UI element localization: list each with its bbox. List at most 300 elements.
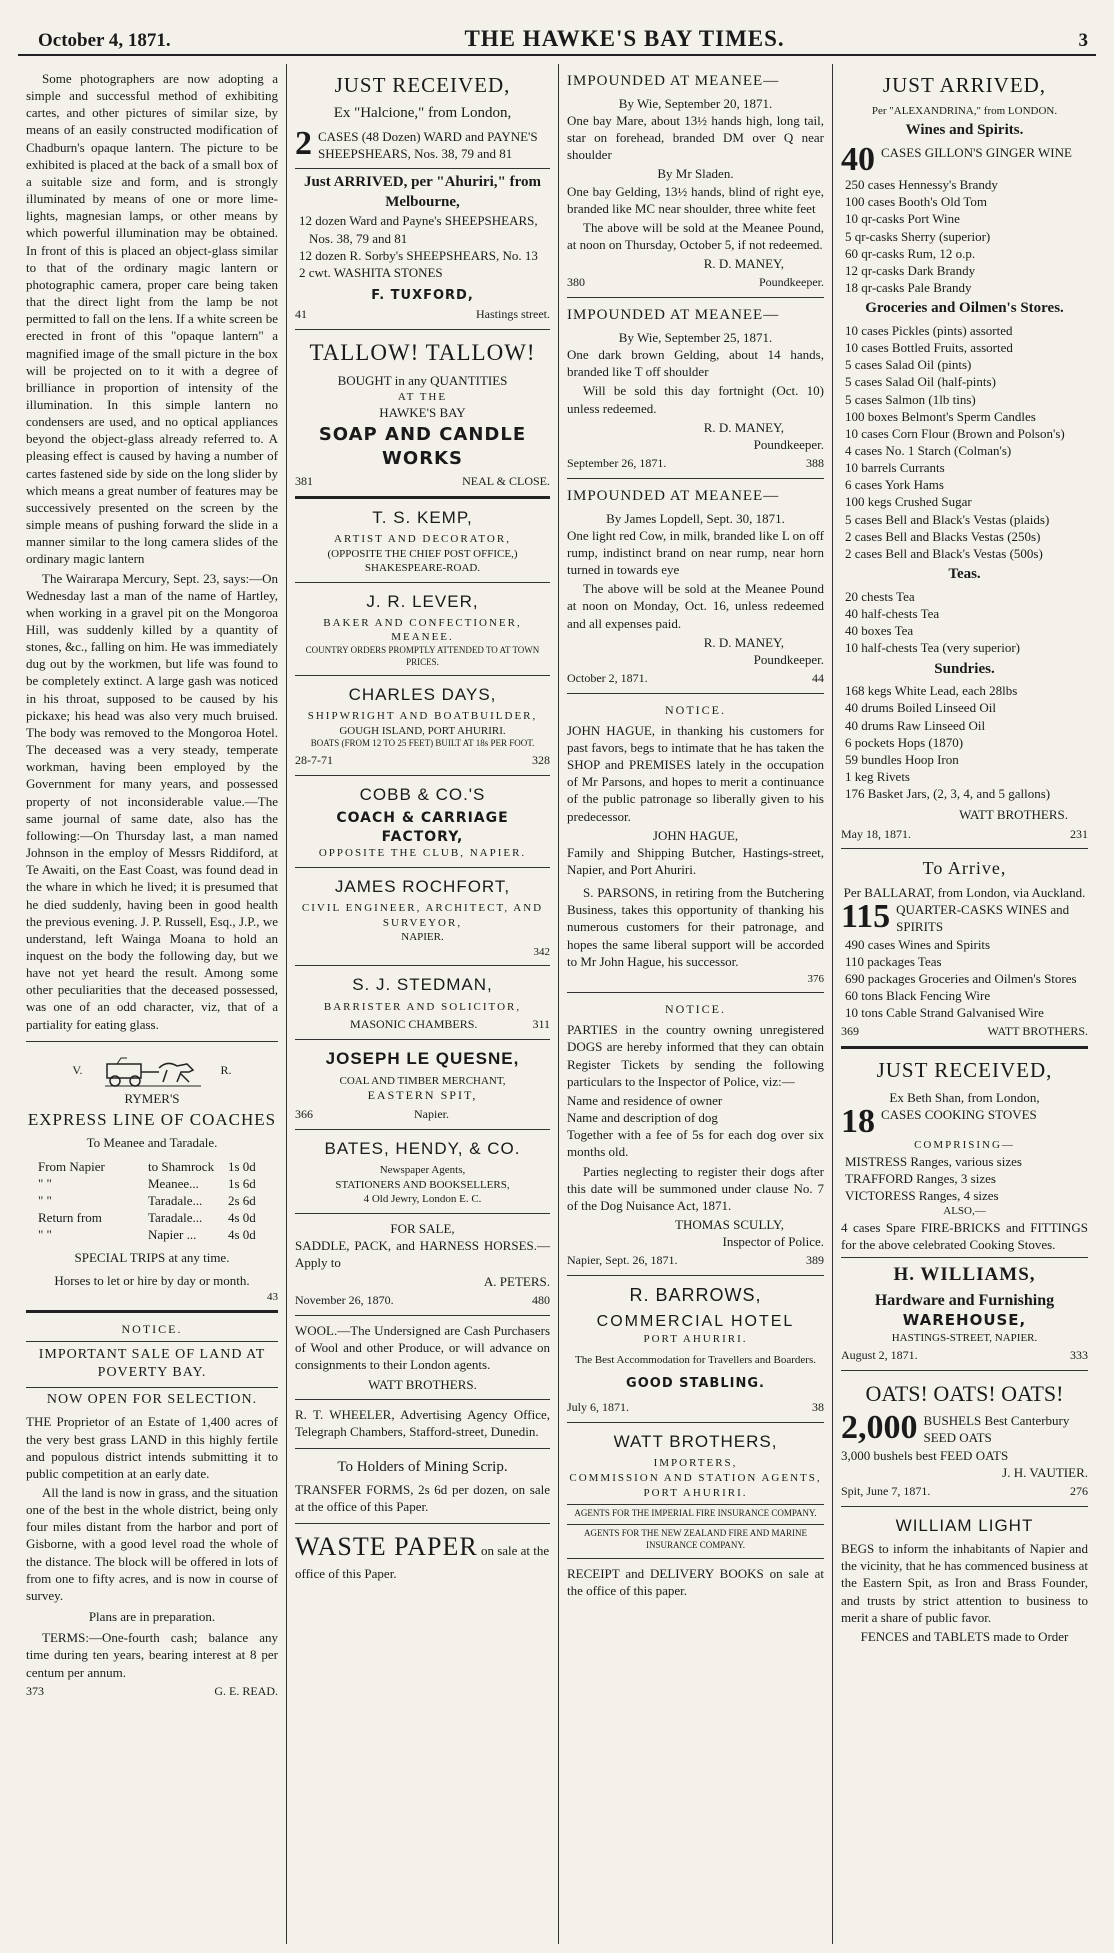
wine-list [841,176,1088,296]
hague-address: Family and Shipping Butcher, Hastings-street, Napier, and Port Ahuriri. [567,844,824,878]
business-line-2: SURVEYOR, [382,916,463,929]
business-name: J. R. LEVER, [366,591,479,611]
fare-row [38,1192,278,1209]
notice-heading: NOTICE. [665,1002,726,1017]
ad-subtitle: Ex Beth Shan, from London, [889,1089,1040,1105]
business-name: BATES, HENDY, & CO. [324,1138,521,1158]
ad-tuxford [295,64,550,330]
signature-row [841,827,1088,843]
business-line-1: BAKER AND CONFECTIONER, [323,616,522,629]
impound-by: By James Lopdell, Sept. 30, 1871. [606,510,785,526]
dogs-item: Name and residence of owner [567,1092,723,1108]
scrip-title: To Holders of Mining Scrip. [337,1459,508,1476]
list-item: 5 cases Salad Oil (half-pints) [845,374,996,390]
list-item: 5 cases Bell and Black's Vestas (plaids) [845,511,1050,527]
impound-text-2: Will be sold this day fortnight (Oct. 10) unless redeemed. [567,383,824,416]
land-body-2: All the land is now in grass, and the situation one of the best in the whole district, being only four miles distant from the harbor and port of Gisborne, with a good level road the whole of the distance. The block will be offered in lots of from one to fifty acres, and is now in course of survey. [26,1484,278,1603]
ad-rymers-coaches [26,1042,278,1313]
list-item: 6 cases York Hams [845,477,944,493]
article-photography-text: Some photographers are now adopting a simple and successful method of exhibiting cartes, and other pictures of similar size, by means of an easily constructed modification of Chadburn's opaque lantern. The picture to be exhibited is placed at the back of a small box of a suitable size and form, and is strongly illuminated by means of one or more lime-lights, magnesian lamps, or other means by which powerful illumination may be obtained. In front of this is placed an object-glass similar to that of the ordinary magic lantern or photographic camera, proper care being taken that the direct light from the lamp be not permitted to fall on the lens. If a white screen be erected in front of this "opaque lantern" a magnified image of the small picture in the box will be projected on to it with a degree of brilliance in proportion of intensity of the illumination. In this simple lantern no condensers are used, and no optical appliances beyond the object-glass already referred to. A pleasing effect is caused by having a number of cartes fastened side by side on the long slider by which means a great number of features may be successively presented on the screen by the simple means of pushing forward the slide in a manner similar to the long camera slides of the ordinary magic lantern [26,71,278,567]
list-item: 2 cases Bell and Black's Vestas (500s) [845,545,1043,561]
ad-dogs [567,993,824,1276]
column-2 [286,64,558,1944]
ad-ref: 366 [295,1106,313,1121]
page-number: 3 [1078,30,1088,51]
ad-ref: 43 [267,1290,278,1303]
fare-to: Napier ... [148,1227,197,1243]
business-line-2: PORT AHURIRI. [643,1333,748,1346]
land-open: NOW OPEN FOR SELECTION. [26,1387,278,1409]
ad-john-hague [567,694,824,994]
stoves-comprising: COMPRISING— [914,1139,1015,1152]
business-line-2: EASTERN SPIT, [367,1088,478,1103]
signature-row [841,1348,1088,1364]
business-name: T. S. KEMP, [372,507,473,527]
ad-title-2: Just ARRIVED, per "Ahuriri," from Melbourne, [295,168,550,213]
oats-line [841,1409,1088,1447]
receipt-text: RECEIPT and DELIVERY BOOKS on sale at the office of this paper. [567,1565,824,1598]
list-item: 18 qr-casks Pale Brandy [845,279,972,295]
ad-impounded-1 [567,64,824,298]
ad-receipt-books [567,1559,824,1607]
column-4 [832,64,1096,1944]
ad-barrows [567,1276,824,1423]
ad-cooking-stoves [841,1049,1088,1371]
list-item: 4 cases No. 1 Starch (Colman's) [845,443,1012,459]
list-item: 100 boxes Belmont's Sperm Candles [845,408,1036,424]
coach-right-initial: R. [220,1062,232,1077]
section-heading: Sundries. [934,660,995,677]
article-wairarapa-text: The Wairarapa Mercury, Sept. 23, says:—On Wednesday last a man of the name of Hartley, when working in a gravel pit on the Mongoroa Hill, was suddenly killed by a quantity of stones, &c., falling on him. He was immediately dug out by the workmen, but life was found to be completely extinct. A large gash was noticed in his throat, supposed to be caused by his pickaxe; his head was also very much bruised. The body was removed to the Mongoroa Hotel. The deceased was a very steady, temperate workman, having been employed by the Government for many years, and possessed property of not inconsiderable value.—The same journal of same date, also has the following:—On Thursday last, a man named Johnson in the employ of Messrs Riddiford, at Te Awaiti, on the East Coast, was found dead in the whare in which he lived; it is presumed that he died suddenly, having been in good health the previous evening. J. P. Russell, Esq., J.P., we understand, left Wainga Moana to hold an inquest on the body the following day, but we have not yet heard the result. Among some other peculiarities that the deceased possessed, was one of an odd character, viz, that of a partiality for eating glass. [26,570,278,1032]
ad-ref: 38 [812,1400,824,1415]
dogs-text-1: PARTIES in the country owning unregistered DOGS are hereby informed that they can obtain Register Tickets by sending the following particulars to the Inspector of Police, viz:— [567,1022,824,1089]
parsons-text: S. PARSONS, in retiring from the Butchering Business, takes this opportunity of thanking his numerous customers for their patronage, and hopes the same liberal support will be accorded to Mr John Hague, his successor. [567,885,824,969]
signature-row [295,1107,550,1123]
ad-subtitle: Per "ALEXANDRINA," from LONDON. [871,104,1058,117]
business-line-4: GOOD STABLING. [626,1376,765,1392]
ad-ref: 380 [567,275,585,290]
ad-stedman [295,966,550,1040]
ad-william-light [841,1507,1088,1651]
list-item: 10 barrels Currants [845,460,945,476]
signature-role: Poundkeeper. [753,651,824,667]
list-item: 12 dozen Ward and Payne's SHEEPSHEARS, Nos. 38, 79 and 81 [299,213,538,246]
ad-ref: 480 [532,1293,550,1308]
merchant-name: F. TUXFORD, [371,288,474,304]
ad-date: July 6, 1871. [567,1400,630,1415]
notice-heading: NOTICE. [121,1322,183,1337]
list-item: 20 chests Tea [845,588,915,604]
business-line-1: ARTIST AND DECORATOR, [334,532,511,545]
ad-lever [295,583,550,676]
signature-row [295,753,550,769]
ad-mining-scrip [295,1449,550,1524]
signature-row [295,474,550,490]
tea-list [841,588,1088,657]
ad-to-arrive [841,849,1088,1049]
ad-for-sale [295,1214,550,1316]
signature-row [295,1017,550,1033]
quantity-number: 2,000 [841,1409,918,1447]
business-line-3: The Best Accommodation for Travellers and Boarders. [574,1353,817,1366]
impound-text-1: One bay Mare, about 13½ hands high, long tail, star on forehead, branded DM over Q near shoulder [567,112,824,163]
wool-text: WOOL.—The Undersigned are Cash Purchasers of Wool and other Produce, or will advance on consignments to their London agents. [295,1323,550,1373]
signature: WATT BROTHERS. [987,1024,1088,1039]
masthead [18,26,1096,56]
ad-title: JUST RECEIVED, [876,1058,1053,1083]
dogs-text-3: Parties neglecting to register their dogs after this date will be summoned under clause No. 7 of the Dog Nuisance Act, 1871. [567,1163,824,1213]
ad-le-quesne [295,1040,550,1130]
business-line-2: GOUGH ISLAND, PORT AHURIRI. [339,724,506,737]
land-body-1: THE Proprietor of an Estate of 1,400 acres of the very best grass LAND in this highly fertile and populous district intends submitting it to public competition at an early date. [26,1414,278,1481]
ad-ref: 44 [812,671,824,686]
sundries-list [841,682,1088,802]
dogs-item: Name and description of dog [567,1110,718,1126]
list-item: 10 cases Pickles (pints) assorted [845,322,1013,338]
ad-ref: 373 [26,1683,44,1698]
tallow-title: TALLOW! TALLOW! [309,340,536,366]
list-item: 40 drums Raw Linseed Oil [845,717,986,733]
ad-date: November 26, 1870. [295,1293,394,1308]
ad-date: October 2, 1871. [567,671,648,686]
columns [18,64,1096,1944]
impound-text-1: One dark brown Gelding, about 14 hands, branded like T off shoulder [567,347,824,380]
signature-row [567,671,824,687]
ad-title: OATS! OATS! OATS! [865,1381,1064,1407]
business-line-3: BOATS (FROM 12 TO 25 FEET) BUILT AT 18s PER FOOT. [310,738,535,749]
ad-date: 28-7-71 [295,753,333,768]
list-item: 176 Basket Jars, (2, 3, 4, and 5 gallons) [845,786,1051,802]
ad-impounded-2 [567,298,824,479]
fare-price: 4s 0d [228,1227,256,1243]
signature: JOHN HAGUE, [652,827,739,843]
signature-role: Inspector of Police. [722,1234,824,1250]
fare-to: to Shamrock [148,1158,215,1174]
ad-bates-hendy [295,1130,550,1214]
business-line-1: SHIPWRIGHT AND BOATBUILDER, [307,710,538,723]
ad-date: September 26, 1871. [567,456,667,471]
ad-ref: 41 [295,307,307,322]
sale-title: FOR SALE, [390,1220,455,1236]
fare-from: " " [38,1227,52,1243]
list-item: 2 cwt. WASHITA STONES [299,264,443,280]
list-item: 10 half-chests Tea (very superior) [845,640,1021,656]
tallow-line-2: AT THE [397,390,448,403]
business-line-5: AGENTS FOR THE NEW ZEALAND FIRE AND MARINE INSURANCE COMPANY. [567,1524,824,1552]
list-item: 10 tons Cable Strand Galvanised Wire [845,1005,1044,1021]
ad-ref: 376 [807,972,824,985]
ad-ref: 328 [532,753,550,768]
ad-ref: 381 [295,473,313,488]
signature-row [567,1253,824,1269]
list-item: 6 pockets Hops (1870) [845,734,964,750]
list-item: 250 cases Hennessy's Brandy [845,177,998,193]
list-item: 168 kegs White Lead, each 28lbs [845,683,1018,699]
coach-horses: Horses to let or hire by day or month. [54,1273,250,1289]
business-name: COBB & CO.'S [359,784,486,804]
signature: THOMAS SCULLY, [675,1217,784,1233]
impound-title: IMPOUNDED AT MEANEE— [567,307,780,324]
fare-price: 1s 6d [228,1175,256,1191]
impound-title: IMPOUNDED AT MEANEE— [567,73,780,89]
ad-days [295,676,550,776]
business-line-1: Newspaper Agents, [379,1164,466,1177]
impound-by-2: By Mr Sladen. [657,166,734,182]
business-name: CHARLES DAYS, [348,684,497,704]
business-line-1: BARRISTER AND SOLICITOR, [323,1000,522,1013]
ad-rochfort [295,868,550,967]
business-name: WILLIAM LIGHT [895,1515,1034,1535]
signature: R. D. MANEY, [703,256,784,272]
ad-date: August 2, 1871. [841,1348,918,1363]
ad-wheeler [295,1400,550,1449]
business-line-1: COAL AND TIMBER MERCHANT, [339,1074,506,1087]
fare-from: From Napier [38,1158,105,1174]
business-line-1: COACH & CARRIAGE FACTORY, [336,810,509,845]
fare-to: Taradale... [148,1209,203,1225]
signature-row [295,307,550,323]
list-item: 10 cases Bottled Fruits, assorted [845,340,1013,356]
signature-row [567,1400,824,1416]
list-item: 40 half-chests Tea [845,606,940,622]
fare-to: Taradale... [148,1192,203,1208]
list-item: 12 dozen R. Sorby's SHEEPSHEARS, No. 13 [299,247,538,263]
ad-title: JUST ARRIVED, [882,73,1047,97]
scrip-text: TRANSFER FORMS, 2s 6d per dozen, on sale at the office of this Paper. [295,1481,550,1515]
signature: R. D. MANEY, [703,419,784,435]
ad-subtitle: Ex "Halcione," from London, [333,104,512,121]
list-item: 5 qr-casks Sherry (superior) [845,228,991,244]
stoves-text-2: 4 cases Spare FIRE-BRICKS and FITTINGS for the above celebrated Cooking Stoves. [841,1219,1088,1252]
list-item: 60 tons Black Fencing Wire [845,988,991,1004]
light-text-2: FENCES and TABLETS made to Order [860,1628,1069,1644]
notice-heading: NOTICE. [665,702,726,717]
fare-row [38,1226,278,1243]
stoves-list [841,1153,1088,1204]
fare-row [38,1209,278,1226]
coach-subtitle: To Meanee and Taradale. [86,1135,218,1151]
business-line-3: COUNTRY ORDERS PROMPTLY ATTENDED TO AT TOWN PRICES. [305,645,540,667]
impound-text-3: The above will be sold at the Meanee Pound, at noon on Thursday, October 5, if not redeemed. [567,219,824,253]
wheeler-text: R. T. WHEELER, Advertising Agency Office, Telegraph Chambers, Stafford-street, Dunedin. [295,1406,550,1439]
fare-to: Meanee... [148,1175,199,1191]
business-name: H. WILLIAMS, [841,1257,1088,1287]
section-heading: Teas. [948,566,981,583]
business-line-3: Napier. [414,1106,449,1121]
business-line-2: MEANEE. [391,631,454,644]
signature: J. H. VAUTIER. [1002,1464,1088,1480]
list-item: 5 cases Salad Oil (pints) [845,357,972,373]
signature-row [567,456,824,472]
fare-from: " " [38,1175,52,1191]
fare-from: " " [38,1192,52,1208]
signature: G. E. READ. [214,1683,278,1698]
ginger-wine-text: CASES GILLON'S GINGER WINE [881,145,1072,161]
business-name: S. J. STEDMAN, [352,975,493,995]
grocery-list [841,322,1088,562]
coach-left-initial: V. [72,1062,83,1077]
business-line-3: SHAKESPEARE-ROAD. [364,562,481,575]
fare-price: 2s 6d [228,1192,256,1208]
business-line-1: COMMERCIAL HOTEL [596,1312,795,1330]
ad-date: Spit, June 7, 1871. [841,1483,931,1498]
ad-ref: 276 [1070,1483,1088,1498]
business-line-3: 4 Old Jewry, London E. C. [363,1193,482,1206]
business-line-2: WAREHOUSE, [902,1311,1027,1330]
impound-by: By Wie, September 25, 1871. [618,329,773,345]
list-item: 40 drums Boiled Linseed Oil [845,700,996,716]
list-item: 59 bundles Hoop Iron [845,751,959,767]
business-name: R. BARROWS, [629,1285,762,1306]
impound-title: IMPOUNDED AT MEANEE— [567,487,780,504]
arrive-list [841,936,1088,1022]
business-name: WATT BROTHERS, [613,1432,778,1452]
hague-text: JOHN HAGUE, in thanking his customers for past favors, begs to intimate that he has taken the SHOP and PREMISES lately in the occupation of Mr Parsons, and hopes to merit a continuance of the public patronage so liberally given to his predecessor. [567,722,824,824]
section-heading: Wines and Spirits. [905,122,1024,139]
list-item: 110 packages Teas [845,953,942,969]
ad-waste-paper [295,1524,550,1587]
business-line-2: (OPPOSITE THE CHIEF POST OFFICE,) [327,547,518,560]
ad-date: Napier, Sept. 26, 1871. [567,1253,678,1268]
column-3 [558,64,832,1944]
waste-text: on sale at the office of this Paper. [295,1543,550,1581]
business-line-2: OPPOSITE THE CLUB, NAPIER. [318,847,527,860]
business-line-2: MASONIC CHAMBERS. [350,1017,478,1032]
dogs-text-2: Together with a fee of 5s for each dog over six months old. [567,1127,824,1160]
signature: WATT BROTHERS. [368,1376,477,1392]
list-item: 1 keg Rivets [845,769,910,785]
business-name: JOSEPH LE QUESNE, [325,1049,520,1069]
sale-text: SADDLE, PACK, and HARNESS HORSES.—Apply to [295,1237,550,1270]
coach-illustration [26,1054,278,1088]
list-item: 60 qr-casks Rum, 12 o.p. [845,245,976,261]
business-line-1: IMPORTERS, [653,1457,738,1470]
quantity-number: 18 [841,1103,875,1141]
signature: WATT BROTHERS. [959,807,1068,823]
land-title: IMPORTANT SALE OF LAND AT POVERTY BAY. [26,1341,278,1383]
ad-just-arrived [841,64,1088,849]
quarter-casks-text: QUARTER-CASKS WINES and SPIRITS [896,902,1070,935]
light-text: BEGS to inform the inhabitants of Napier and the vicinity, that he has commenced business at the Eastern Spit, as Iron and Brass Founder, and trusts by strict attention to business to merit a share of public favor. [841,1541,1088,1625]
coach-special: SPECIAL TRIPS at any time. [74,1250,230,1266]
business-line-2: STATIONERS AND BOOKSELLERS, [335,1178,510,1191]
quantity-number: 115 [841,898,891,936]
column-1 [18,64,286,1944]
ad-title: To Arrive, [922,858,1007,879]
business-name: JAMES ROCHFORT, [334,876,511,896]
section-heading: Groceries and Oilmen's Stores. [865,300,1064,317]
business-line-3: PORT AHURIRI. [643,1486,748,1499]
list-item: 10 qr-casks Port Wine [845,211,960,227]
article-photography [26,64,278,1042]
stoves-text: CASES COOKING STOVES [881,1107,1037,1123]
quarter-casks-line [841,898,1088,936]
ad-ref: 388 [806,456,824,471]
list-item: MISTRESS Ranges, various sizes [845,1153,1022,1169]
ad-subtitle: Per BALLARAT, from London, via Auckland. [843,885,1086,901]
land-plans: Plans are in preparation. [88,1609,216,1625]
newspaper-title: THE HAWKE'S BAY TIMES. [464,26,785,51]
quantity-number: 40 [841,141,875,179]
ad-date: May 18, 1871. [841,826,911,841]
signature: A. PETERS. [483,1274,550,1290]
fare-price: 1s 0d [228,1158,256,1174]
fare-price: 4s 0d [228,1209,256,1225]
business-line-4: AGENTS FOR THE IMPERIAL FIRE INSURANCE COMPANY. [567,1504,824,1520]
fare-row [38,1158,278,1175]
impound-by: By Wie, September 20, 1871. [618,95,773,111]
ad-oats [841,1371,1088,1506]
business-line-1: CIVIL ENGINEER, ARCHITECT, AND [301,902,544,915]
list-item: 100 cases Booth's Old Tom [845,194,988,210]
sheepshears-text: CASES (48 Dozen) WARD and PAYNE'S SHEEPSHEARS, Nos. 38, 79 and 81 [318,128,538,161]
signature-row [841,1484,1088,1500]
coach-headline: EXPRESS LINE OF COACHES [27,1109,277,1129]
impound-text-1: One light red Cow, in milk, branded like L on off rump, indistinct brand on near rump, near horn turned in towards eye [567,527,824,578]
ad-ref: 311 [532,1017,550,1032]
waste-title: WASTE PAPER [295,1532,478,1562]
list-item: 490 cases Wines and Spirits [845,936,991,952]
ad-poverty-bay-land [26,1313,278,1705]
impound-text-2: The above will be sold at the Meanee Pound at noon on Monday, Oct. 16, unless redeemed and all expenses paid. [567,581,824,631]
signature-row [841,1024,1088,1040]
business-line-2: COMMISSION AND STATION AGENTS, [569,1471,822,1484]
land-terms: TERMS:—One-fourth cash; balance any time during ten years, bearing interest at 8 per centum per annum. [26,1630,278,1680]
signature-row [295,1293,550,1309]
tallow-works: SOAP AND CANDLE WORKS [318,424,527,469]
ad-tallow [295,330,550,499]
signature: R. D. MANEY, [703,634,784,650]
business-line-3: HASTINGS-STREET, NAPIER. [891,1331,1038,1344]
list-item: TRAFFORD Ranges, 3 sizes [845,1170,996,1186]
stoves-also: ALSO,— [943,1205,986,1218]
coach-owner: RYMER'S [124,1090,180,1106]
signature-role: Poundkeeper. [753,436,824,452]
list-item: 100 kegs Crushed Sugar [845,494,972,510]
ad-impounded-3 [567,479,824,694]
business-line-1: Hardware and Furnishing [874,1292,1055,1309]
ad-ref: 231 [1070,826,1088,841]
fare-row [38,1175,278,1192]
address: Hastings street. [476,307,550,322]
ad-ref: 342 [533,945,550,958]
ad-title: JUST RECEIVED, [334,73,511,97]
sheepshears-line [295,124,550,162]
list-item: 690 packages Groceries and Oilmen's Stores [845,970,1077,986]
ad-cobb [295,776,550,868]
fare-from: Return from [38,1209,102,1225]
signature-role: Poundkeeper. [759,275,824,290]
ad-ref: 369 [841,1024,859,1039]
ad-watt-brothers [567,1423,824,1559]
oats-feed: 3,000 bushels best FEED OATS [841,1447,1009,1463]
tallow-line-3: HAWKE'S BAY [379,405,466,421]
list-item: 5 cases Salmon (1lb tins) [845,391,976,407]
fare-table [38,1158,278,1244]
tallow-line-1: BOUGHT in any QUANTITIES [337,373,508,389]
signature-row [567,275,824,291]
list-item: 40 boxes Tea [845,623,914,639]
signature-row [26,1684,278,1700]
list-item: 12 qr-casks Dark Brandy [845,262,976,278]
ad-kemp [295,499,550,583]
list-item: 2 cases Bell and Blacks Vestas (250s) [845,528,1041,544]
stoves-line [841,1103,1088,1141]
ad-wool [295,1316,550,1400]
quantity-number: 2 [295,124,312,162]
ad-ref: 333 [1070,1348,1088,1363]
stagecoach-icon [97,1054,207,1088]
